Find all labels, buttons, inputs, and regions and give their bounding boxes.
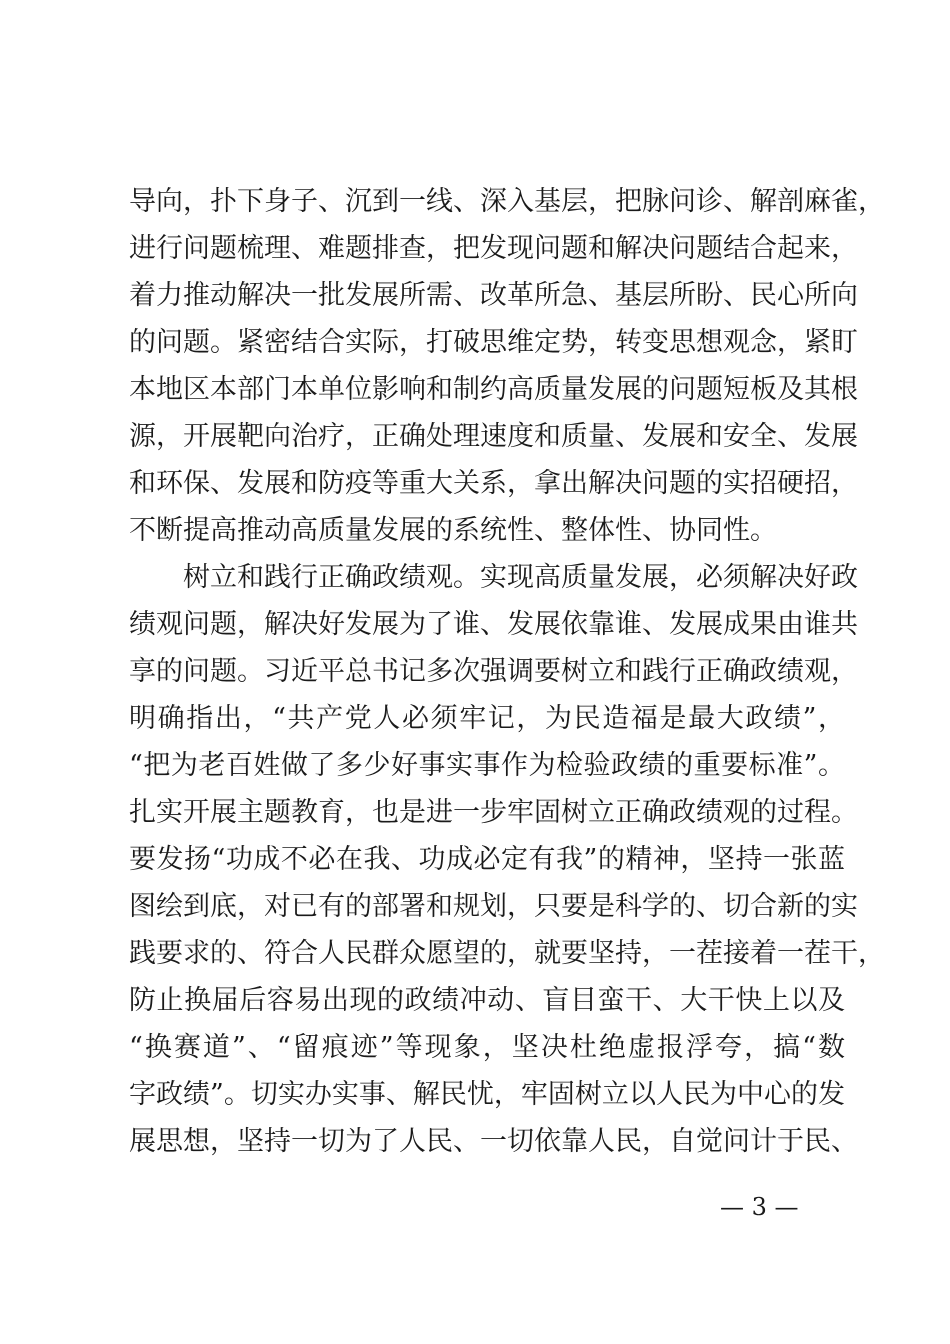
text-line: 不断提高推动高质量发展的系统性、整体性、协同性。	[129, 515, 777, 546]
text-line: 图绘到底，对已有的部署和规划，只要是科学的、切合新的实	[129, 891, 858, 922]
paragraph-start-line: 树立和践行正确政绩观。实现高质量发展，必须解决好政	[183, 562, 858, 593]
text-line: 明确指出，“共产党人必须牢记，为民造福是最大政绩”，	[129, 703, 845, 734]
text-line: 着力推动解决一批发展所需、改革所急、基层所盼、民心所向	[129, 280, 858, 311]
text-line: “换赛道”、“留痕迹”等现象，坚决杜绝虚报浮夸，搞“数	[129, 1032, 845, 1063]
text-line: 要发扬“功成不必在我、功成必定有我”的精神，坚持一张蓝	[129, 844, 845, 875]
text-line: “把为老百姓做了多少好事实事作为检验政绩的重要标准”。	[129, 750, 845, 781]
text-line: 和环保、发展和防疫等重大关系，拿出解决问题的实招硬招，	[129, 468, 858, 499]
text-line: 践要求的、符合人民群众愿望的，就要坚持，一茬接着一茬干，	[129, 938, 885, 969]
text-line: 享的问题。习近平总书记多次强调要树立和践行正确政绩观，	[129, 656, 858, 687]
text-line: 本地区本部门本单位影响和制约高质量发展的问题短板及其根	[129, 374, 858, 405]
text-line: 展思想，坚持一切为了人民、一切依靠人民，自觉问计于民、	[129, 1126, 858, 1157]
text-line: 绩观问题，解决好发展为了谁、发展依靠谁、发展成果由谁共	[129, 609, 858, 640]
text-line: 源，开展靶向治疗，正确处理速度和质量、发展和安全、发展	[129, 421, 858, 452]
text-line: 进行问题梳理、难题排查，把发现问题和解决问题结合起来，	[129, 233, 858, 264]
text-line: 导向，扑下身子、沉到一线、深入基层，把脉问诊、解剖麻雀，	[129, 186, 885, 217]
page-number: — 3 —	[720, 1193, 799, 1221]
text-line: 扎实开展主题教育，也是进一步牢固树立正确政绩观的过程。	[129, 797, 858, 828]
text-line: 的问题。紧密结合实际，打破思维定势，转变思想观念，紧盯	[129, 327, 858, 358]
text-line: 防止换届后容易出现的政绩冲动、盲目蛮干、大干快上以及	[129, 985, 845, 1016]
text-line: 字政绩”。切实办实事、解民忧，牢固树立以人民为中心的发	[129, 1079, 845, 1110]
